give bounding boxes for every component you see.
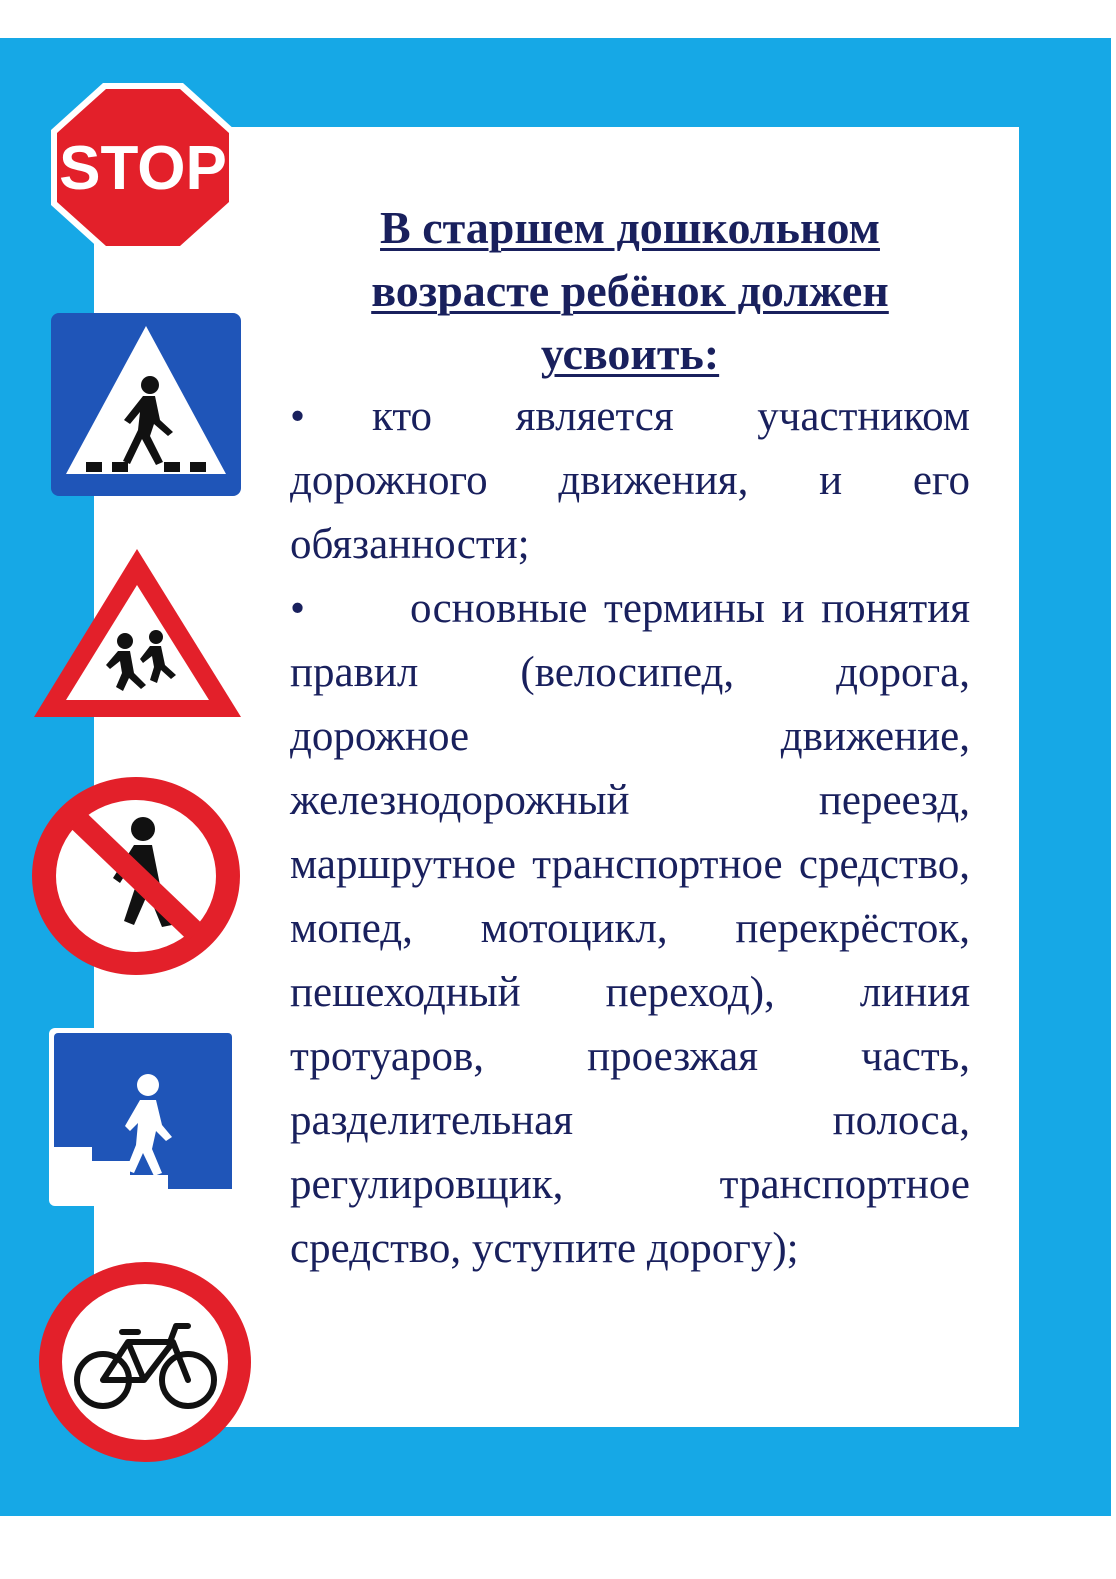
stop-sign-label: STOP <box>59 134 227 203</box>
stop-sign-icon <box>48 80 238 255</box>
page-title: В старшем дошкольном возрасте ребёнок должен усвоить: <box>371 202 889 379</box>
list-item <box>290 385 970 577</box>
no-bicycles-sign-icon <box>38 1260 252 1464</box>
list-item <box>290 577 970 1281</box>
pedestrian-crossing-sign-icon <box>50 312 242 497</box>
list-item-text: основные термины и понятия правил (велосипед, дорога, дорожное движение, железнодорожный переезд, маршрутное транспортное средство, мопед, мотоцикл, перекрёсток, пешеходный переход), линия тротуаров, проезжая часть, разделительная полоса, регулировщик, транспортное средство, уступите дорогу); <box>290 585 970 1272</box>
no-pedestrians-sign-icon <box>30 775 242 977</box>
bullet: • <box>290 393 306 440</box>
bullet: • <box>290 585 306 632</box>
children-crossing-sign-icon <box>30 545 245 723</box>
list-item-text: кто является участником дорожного движения, и его обязанности; <box>290 393 970 568</box>
main-content <box>290 196 970 1281</box>
underground-crossing-sign-icon <box>48 1027 238 1207</box>
